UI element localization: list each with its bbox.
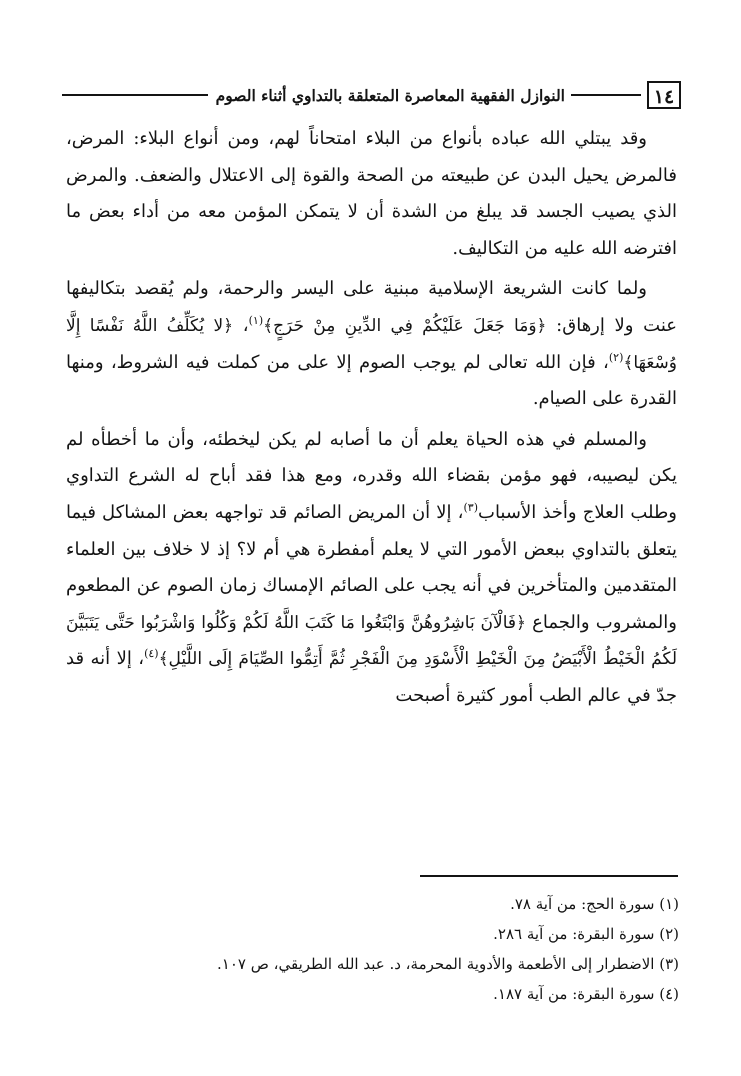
header-rule (571, 94, 641, 96)
running-title: النوازل الفقهية المعاصرة المتعلقة بالتداوي أثناء الصوم (215, 85, 565, 105)
footnote-3: (٣) الاضطرار إلى الأطعمة والأدوية المحرمة، د. عبد الله الطريقي، ص ١٠٧. (217, 955, 679, 973)
paragraph-3 (66, 422, 677, 715)
paragraph-2-text-a: ولما كانت الشريعة الإسلامية مبنية على اليسر والرحمة، ولم يُقصد بتكاليفها عنت ولا إرهاق: (66, 278, 678, 336)
paragraph-3-text-b: ، إلا أن المريض الصائم قد تواجهه بعض المشاكل فيما يتعلق بالتداوي ببعض الأمور التي لا يعلم أمفطرة هي أم لا؟ إذ لا خلاف بين العلماء المتقدمين والمتأخرين في أنه يجب على الصائم الإمساك زمان الصوم عن المطعوم والمشروب والجماع (66, 501, 677, 633)
quote-separator: ، (233, 314, 249, 336)
footnote-ref-3: (٣) (463, 500, 478, 514)
paragraph-3-text-c: ، إلا أنه قد جدّ في عالم الطب أمور كثيرة أصبحت (66, 648, 677, 706)
header-rule-long (62, 94, 208, 96)
footnote-separator (420, 875, 678, 877)
paragraph-2-text-b: ، فإن الله تعالى لم يوجب الصوم إلا على من كملت فيه الشروط، ومنها القدرة على الصيام. (66, 351, 677, 410)
page-header (62, 78, 681, 112)
page-number: ١٤ (647, 81, 681, 109)
main-text (66, 121, 677, 715)
footnote-1: (١) سورة الحج: من آية ٧٨. (510, 895, 679, 913)
quran-quote-3: ﴿فَالْآنَ بَاشِرُوهُنَّ وَابْتَغُوا مَا كَتَبَ اللَّهُ لَكُمْ وَكُلُوا وَاشْرَبُوا حَتَّى يَتَبَيَّنَ لَكُمُ الْخَيْطُ الْأَبْيَضُ مِنَ الْخَيْطِ الْأَسْوَدِ مِنَ الْفَجْرِ ثُمَّ أَتِمُّوا الصِّيَامَ إِلَى اللَّيْلِ﴾ (66, 612, 677, 670)
footnote-2: (٢) سورة البقرة: من آية ٢٨٦. (493, 925, 679, 943)
paragraph-3-text-a: والمسلم في هذه الحياة يعلم أن ما أصابه لم يكن ليخطئه، وأن ما أخطأه لم يكن ليصيبه، فهو مؤمن بقضاء الله وقدره، ومع هذا فقد أباح له الشرع التداوي وطلب العلاج وأخذ الأسباب (66, 428, 677, 523)
quran-quote-2: ﴿لا يُكَلِّفُ اللَّهُ نَفْسًا إِلَّا وُسْعَهَا﴾ (66, 315, 677, 373)
quran-quote-1: ﴿وَمَا جَعَلَ عَلَيْكُمْ فِي الدِّينِ مِنْ حَرَجٍ﴾ (263, 315, 547, 336)
paragraph-1: وقد يبتلي الله عباده بأنواع من البلاء امتحاناً لهم، ومن أنواع البلاء: المرض، فالمرض يحيل البدن عن طبيعته من الصحة والقوة إلى الاعتلال والضعف. والمرض الذي يصيب الجسد قد يبلغ من الشدة أن لا يتمكن المؤمن معه من أداء بعض ما افترضه الله عليه من التكاليف. (66, 128, 677, 259)
footnote-ref-2: (٢) (608, 350, 624, 364)
footnote-4: (٤) سورة البقرة: من آية ١٨٧. (493, 985, 679, 1003)
footnote-ref-1: (١) (248, 313, 264, 327)
footnote-ref-4: (٤) (144, 647, 159, 661)
paragraph-2 (66, 271, 677, 417)
footnotes (90, 889, 679, 1009)
